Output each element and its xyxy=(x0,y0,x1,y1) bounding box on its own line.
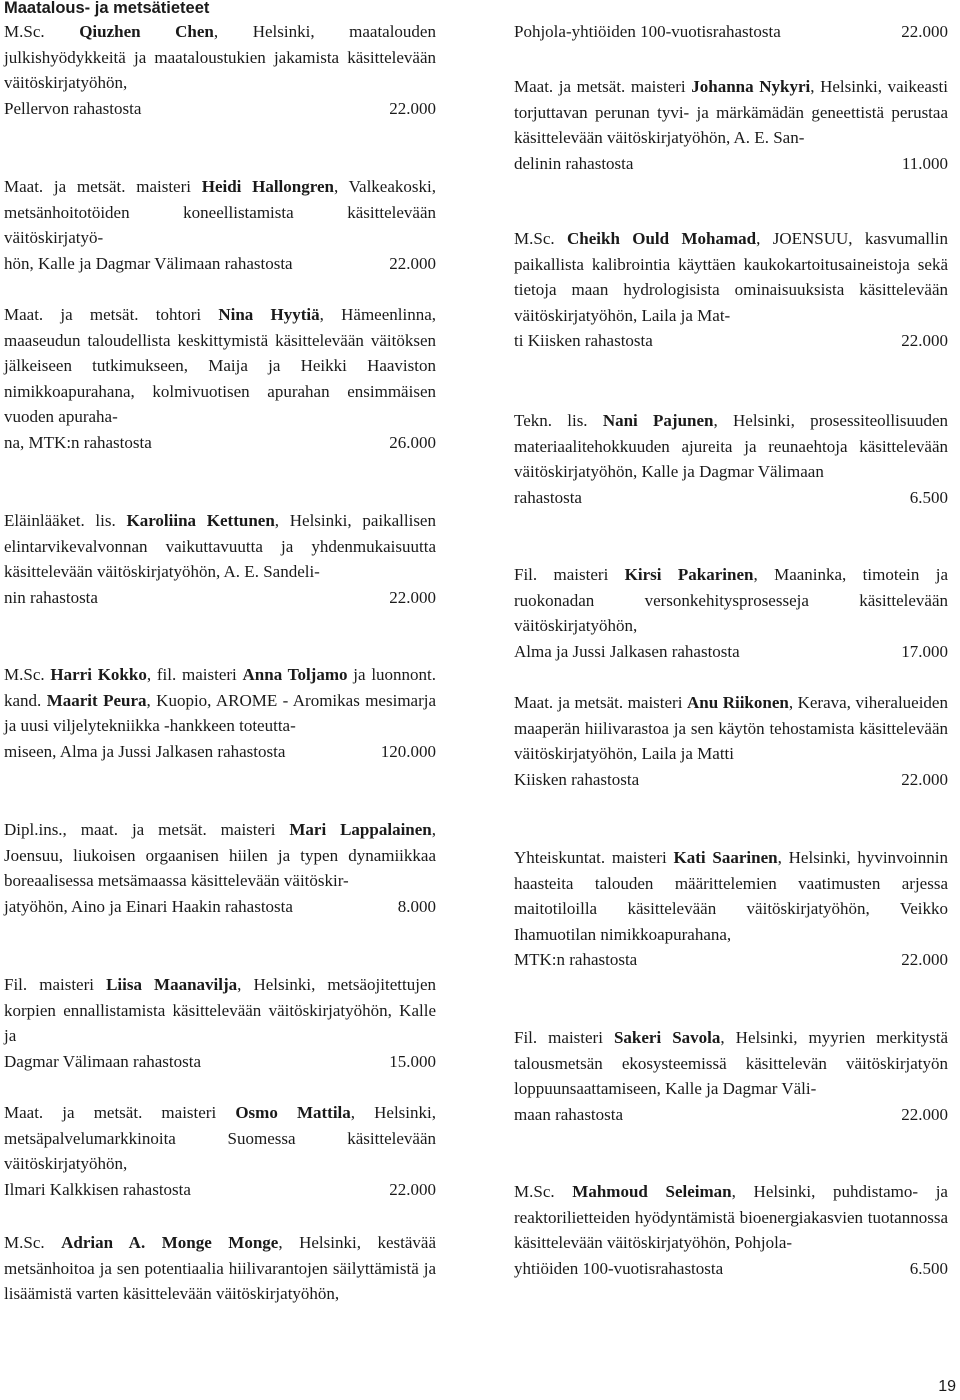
grant-fund-line xyxy=(514,767,948,793)
grant-description xyxy=(4,174,436,251)
fund-name: MTK:n rahastosta xyxy=(514,950,638,970)
recipient-title: Maat. ja metsät. maisteri xyxy=(4,177,202,196)
grant-description xyxy=(514,1025,948,1102)
recipient-title: Maat. ja metsät. maisteri xyxy=(514,693,687,712)
fund-name: na, MTK:n rahastosta xyxy=(4,432,152,452)
grant-fund-line xyxy=(4,251,436,277)
grant-purpose: , Valkeakoski, metsänhoitotöiden koneellistamista käsittelevään väitöskirjatyö- xyxy=(4,177,436,248)
grant-description xyxy=(4,508,436,585)
grant-fund-line xyxy=(4,430,436,456)
grant-fund-line xyxy=(514,151,948,177)
grant-description xyxy=(4,817,436,894)
fund-name: nin rahastosta xyxy=(4,587,98,607)
grant-description xyxy=(4,1100,436,1177)
recipient-name: Johanna Nykyri xyxy=(691,77,811,96)
grant-entry xyxy=(4,972,436,1074)
recipient-name: Heidi Hallongren xyxy=(201,177,334,196)
grant-fund-line xyxy=(514,639,948,665)
recipient-name: Maarit Peura xyxy=(46,690,147,710)
recipient-name: Cheikh Ould Mohamad xyxy=(566,229,757,248)
recipient-title: Maat. ja metsät. maisteri xyxy=(4,1103,236,1122)
recipient-title: Fil. maisteri xyxy=(4,975,107,994)
recipient-name: Anu Riikonen xyxy=(686,693,789,712)
grant-purpose: , Helsinki, maatalouden julkishyödykkeitä ja maataloustukien jakamista käsittelevään väitöskirjatyöhön, xyxy=(4,22,436,93)
grant-amount: 22.000 xyxy=(389,253,436,273)
grant-description xyxy=(4,972,436,1049)
fund-name: jatyöhön, Aino ja Einari Haakin rahastosta xyxy=(4,896,293,916)
grant-description xyxy=(514,1179,948,1256)
grant-purpose: , Kuopio, AROME - Aromikas mesimarja ja uusi viljelytekniikka -hankkeen toteutta- xyxy=(4,690,437,736)
grant-fund-line xyxy=(514,1102,948,1128)
grant-entry xyxy=(514,408,948,510)
recipient-name: Kati Saarinen xyxy=(673,848,778,867)
recipient-title: Maat. ja metsät. tohtori xyxy=(4,305,219,324)
grant-entry xyxy=(4,302,436,456)
grant-fund-line xyxy=(514,1256,948,1282)
section-heading: Maatalous- ja metsätieteet xyxy=(4,0,210,17)
grant-fund-line xyxy=(4,96,436,122)
grant-amount: 22.000 xyxy=(389,1179,436,1199)
recipient-title: M.Sc. xyxy=(514,1182,573,1201)
grant-description xyxy=(514,690,948,767)
grant-purpose: , Helsinki, metsäpalvelumarkkinoita Suomessa käsittelevään väitöskirjatyöhön, xyxy=(4,1103,436,1174)
grant-entry xyxy=(4,817,436,919)
grant-purpose: , Helsinki, myyrien merkitystä talousmetsän ekosysteemissä käsittelevän väitöskirjatyön loppuunsaattamiseen, Kalle ja Dagmar Väli- xyxy=(514,1028,948,1099)
grant-entry xyxy=(514,74,948,176)
grant-purpose: , Helsinki, vaikeasti torjuttavan perunan tyvi- ja märkämädän geneettistä perustaa käsittelevään väitöskirjatyöhön, A. E. San- xyxy=(514,77,948,148)
recipient-title: Fil. maisteri xyxy=(514,1028,614,1047)
grant-amount: 22.000 xyxy=(389,98,436,118)
grant-amount: 6.500 xyxy=(909,487,948,507)
grant-entry xyxy=(514,845,948,973)
recipient-title: Dipl.ins., maat. ja metsät. maisteri xyxy=(4,820,290,839)
grant-fund-line xyxy=(4,739,436,765)
recipient-title: M.Sc. xyxy=(4,665,51,684)
grant-description xyxy=(514,74,948,151)
recipient-name: Adrian A. Monge Monge xyxy=(61,1233,279,1252)
recipient-name: Karoliina Kettunen xyxy=(126,511,275,530)
recipient-title: , fil. maisteri xyxy=(146,665,243,684)
recipient-title: Eläinlääket. lis. xyxy=(4,511,127,530)
grant-amount: 26.000 xyxy=(389,432,436,452)
grant-fund-line xyxy=(514,485,948,511)
grant-amount: 22.000 xyxy=(901,1104,948,1124)
grant-amount: 22.000 xyxy=(901,769,948,789)
grant-amount: 22.000 xyxy=(901,331,948,351)
recipient-title: M.Sc. xyxy=(4,22,80,41)
grant-purpose: , Kerava, viheralueiden maaperän hiilivarastoa ja sen käytön tehostamista käsittelevään väitöskirjatyöhön, Laila ja Matti xyxy=(514,693,948,764)
fund-name: rahastosta xyxy=(514,487,582,507)
fund-name: Alma ja Jussi Jalkasen rahastosta xyxy=(514,641,740,661)
grant-purpose: , Helsinki, prosessiteollisuuden materiaalitehokkuuden ajureita ja reunaehtoja käsittelevään väitöskirjatyöhön, Kalle ja Dagmar Välimaan xyxy=(514,411,948,482)
grant-amount: 11.000 xyxy=(901,153,948,173)
grant-fund-line xyxy=(514,19,948,45)
grant-purpose: , Helsinki, metsäojitettujen korpien ennallistamista käsittelevään väitöskirjatyöhön, Kalle ja xyxy=(4,975,436,1046)
grant-entry xyxy=(4,19,436,121)
grant-description xyxy=(514,845,948,947)
grant-entry xyxy=(4,1230,436,1307)
grant-entry xyxy=(4,662,436,764)
grant-amount: 120.000 xyxy=(380,741,436,761)
grant-entry xyxy=(514,19,948,45)
recipient-title: M.Sc. xyxy=(514,229,567,248)
grant-purpose: , JOENSUU, kasvumallin paikallista kalibrointia käyttäen kaukokartoitusaineistoja sekä tietoja maan hydrologisista ominaisuuksista käsittelevään väitöskirjatyöhön, Laila ja Mat- xyxy=(514,229,948,325)
fund-name: Pohjola-yhtiöiden 100-vuotisrahastosta xyxy=(514,22,781,41)
recipient-title: Fil. maisteri xyxy=(514,565,625,584)
grant-purpose: , Maaninka, timotein ja ruokonadan versonkehitysprosesseja käsittelevään väitöskirjatyöhön, xyxy=(514,565,948,636)
recipient-title: ja luonnont. kand. xyxy=(4,665,437,710)
grant-description xyxy=(4,19,436,96)
grant-entry xyxy=(4,174,436,276)
fund-name: Ilmari Kalkkisen rahastosta xyxy=(4,1179,191,1199)
recipient-name: Anna Toljamo xyxy=(242,665,348,684)
grant-purpose: , Joensuu, liukoisen orgaanisen hiilen ja typen dynamiikkaa boreaalisessa metsämaassa käsittelevään väitöskir- xyxy=(4,820,436,891)
grant-purpose: , Helsinki, paikallisen elintarvikevalvonnan vaikuttavuutta ja yhdenmukaisuutta käsittelevään väitöskirjatyöhön, A. E. Sandeli- xyxy=(4,511,436,582)
grant-description xyxy=(514,562,948,639)
grant-amount: 22.000 xyxy=(901,22,948,41)
recipient-name: Osmo Mattila xyxy=(235,1103,351,1122)
page-number: 19 xyxy=(938,1378,956,1395)
grant-entry xyxy=(514,1179,948,1281)
fund-name: delinin rahastosta xyxy=(514,153,634,173)
grant-entry xyxy=(4,508,436,610)
fund-name: hön, Kalle ja Dagmar Välimaan rahastosta xyxy=(4,253,293,273)
fund-name: Dagmar Välimaan rahastosta xyxy=(4,1051,202,1071)
recipient-name: Kirsi Pakarinen xyxy=(624,565,754,584)
grant-amount: 15.000 xyxy=(389,1051,436,1071)
grant-fund-line xyxy=(514,328,948,354)
grant-amount: 6.500 xyxy=(909,1258,948,1278)
grant-amount: 22.000 xyxy=(389,587,436,607)
grant-fund-line xyxy=(514,947,948,973)
grant-description xyxy=(4,302,436,430)
fund-name: ti Kiisken rahastosta xyxy=(514,331,653,351)
grant-entry xyxy=(4,1100,436,1202)
fund-name: maan rahastosta xyxy=(514,1104,624,1124)
grant-purpose: , Helsinki, puhdistamo- ja reaktorilietteiden hyödyntämistä bioenergiakasvien tuotannossa käsittelevään väitöskirjatyöhön, Pohjola- xyxy=(514,1182,948,1253)
recipient-name: Liisa Maanavilja xyxy=(106,975,238,994)
recipient-name: Sakeri Savola xyxy=(613,1028,721,1047)
recipient-name: Mahmoud Seleiman xyxy=(572,1182,732,1201)
grant-fund-line xyxy=(4,1177,436,1203)
fund-name: yhtiöiden 100-vuotisrahastosta xyxy=(514,1258,724,1278)
recipient-name: Harri Kokko xyxy=(50,665,147,684)
grant-purpose: , Helsinki, kestävää metsänhoitoa ja sen potentiaalia hiilivarantojen säilyttämistä ja lisäämistä varten käsittelevään väitöskirjatyöhön, xyxy=(4,1233,436,1304)
grant-entry xyxy=(514,1025,948,1127)
grant-purpose: , Helsinki, hyvinvoinnin haasteita talouden määrittelemien vaatimusten arjessa maitotiloilla käsittelevään väitöskirjatyöhön, Veikko Ihamuotilan nimikkoapurahana, xyxy=(514,848,948,944)
grant-fund-line xyxy=(4,585,436,611)
grant-description xyxy=(4,662,436,739)
grant-entry xyxy=(514,226,948,354)
grant-fund-line xyxy=(4,1049,436,1075)
recipient-title: M.Sc. xyxy=(4,1233,62,1252)
recipient-name: Nani Pajunen xyxy=(602,411,714,430)
grant-amount: 17.000 xyxy=(901,641,948,661)
recipient-title: Tekn. lis. xyxy=(514,411,603,430)
grant-entry xyxy=(514,690,948,792)
recipient-name: Qiuzhen Chen xyxy=(79,22,214,41)
recipient-title: Maat. ja metsät. maisteri xyxy=(514,77,692,96)
fund-name: miseen, Alma ja Jussi Jalkasen rahastosta xyxy=(4,741,286,761)
grant-description xyxy=(514,408,948,485)
grant-amount: 8.000 xyxy=(397,896,436,916)
grant-entry xyxy=(514,562,948,664)
grant-description xyxy=(4,1230,436,1307)
recipient-name: Mari Lappalainen xyxy=(289,820,432,839)
fund-name: Pellervon rahastosta xyxy=(4,98,142,118)
grant-amount: 22.000 xyxy=(901,950,948,970)
grant-purpose: , Hämeenlinna, maaseudun taloudellista keskittymistä käsittelevään väitöksen jälkeiseen tutkimukseen, Maija ja Heikki Haaviston nimikkoapurahana, kolmivuotisen apurahan ensimmäisen vuoden apuraha- xyxy=(4,305,437,427)
recipient-name: Nina Hyytiä xyxy=(218,305,320,324)
grant-description xyxy=(514,226,948,328)
grant-fund-line xyxy=(4,894,436,920)
fund-name: Kiisken rahastosta xyxy=(514,769,640,789)
recipient-title: Yhteiskuntat. maisteri xyxy=(514,848,674,867)
